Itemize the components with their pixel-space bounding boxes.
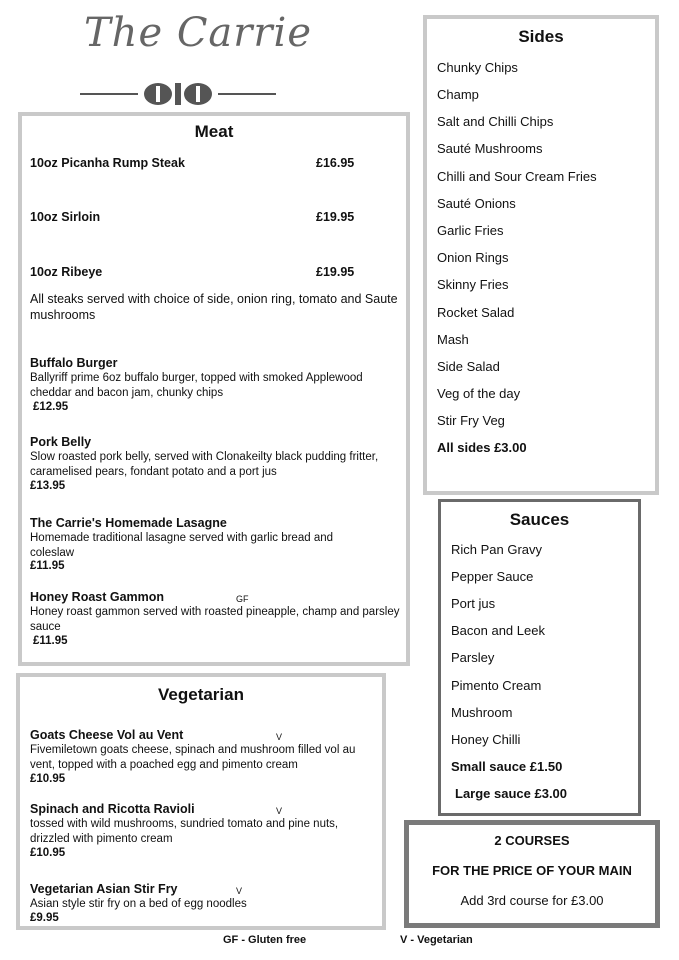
side-item: Chunky Chips xyxy=(437,60,518,75)
side-item: Mash xyxy=(437,332,469,347)
dish-description: Slow roasted pork belly, served with Clonakeilty black pudding fritter, caramelised pears, fondant potato and a port jus xyxy=(30,451,379,478)
side-item: Salt and Chilli Chips xyxy=(437,114,554,129)
side-item: Sauté Onions xyxy=(437,196,516,211)
dish-description: Honey roast gammon served with roasted pineapple, champ and parsley sauce xyxy=(30,606,400,633)
small-sauce-price: Small sauce £1.50 xyxy=(451,759,563,774)
side-item: Sauté Mushrooms xyxy=(437,141,543,156)
dish-name: Honey Roast Gammon xyxy=(30,590,165,604)
steak-price: £19.95 xyxy=(316,265,355,279)
promo-line-3: Add 3rd course for £3.00 xyxy=(460,893,604,908)
vegetarian-section xyxy=(16,673,386,930)
dish-price: £11.95 xyxy=(30,560,65,572)
vegetarian-title: Vegetarian xyxy=(158,685,244,704)
dish-price: £10.95 xyxy=(30,773,66,785)
dietary-tag: V xyxy=(236,886,243,896)
sauce-item: Port jus xyxy=(451,596,496,611)
promo-line-1: 2 COURSES xyxy=(494,833,570,848)
dish-price: £12.95 xyxy=(33,401,69,413)
sauce-item: Pepper Sauce xyxy=(451,569,534,584)
dish-price: £13.95 xyxy=(30,480,66,492)
promo-line-2: FOR THE PRICE OF YOUR MAIN xyxy=(432,863,632,878)
logo-text: The Carrie xyxy=(84,10,312,56)
side-item: Veg of the day xyxy=(437,386,521,401)
steak-note: All steaks served with choice of side, onion ring, tomato and Saute mushrooms xyxy=(30,292,398,322)
sauces-section xyxy=(438,499,641,816)
dietary-tag: GF xyxy=(236,594,249,604)
dish-name: Goats Cheese Vol au Vent xyxy=(30,728,184,742)
dish-price: £11.95 xyxy=(33,635,68,647)
sides-title: Sides xyxy=(518,27,564,46)
dietary-tag: V xyxy=(276,732,283,742)
sauce-item: Pimento Cream xyxy=(451,678,542,693)
dish-description: Ballyriff prime 6oz buffalo burger, topped with smoked Applewood cheddar and bacon jam, chunky chips xyxy=(30,372,363,399)
dish-price: £9.95 xyxy=(30,912,59,924)
side-item: Side Salad xyxy=(437,359,500,374)
dish-description: tossed with wild mushrooms, sundried tomato and pine nuts, drizzled with pimento cream xyxy=(30,818,339,845)
sides-price-note: All sides £3.00 xyxy=(437,440,527,455)
meat-title: Meat xyxy=(194,122,234,141)
sauce-item: Bacon and Leek xyxy=(451,623,545,638)
side-item: Champ xyxy=(437,87,479,102)
sauces-title: Sauces xyxy=(509,510,570,529)
gluten-free-legend: GF - Gluten free xyxy=(223,934,307,946)
side-item: Chilli and Sour Cream Fries xyxy=(437,169,597,184)
promo-box xyxy=(404,820,660,928)
steak-price: £16.95 xyxy=(316,156,355,170)
dietary-tag: V xyxy=(276,806,283,816)
side-item: Rocket Salad xyxy=(437,305,515,320)
steak-name: 10oz Ribeye xyxy=(30,265,103,279)
side-item: Skinny Fries xyxy=(437,277,509,292)
large-sauce-price: Large sauce £3.00 xyxy=(455,786,568,801)
side-item: Garlic Fries xyxy=(437,223,504,238)
meat-section xyxy=(18,112,410,666)
sauce-item: Rich Pan Gravy xyxy=(451,542,543,557)
dish-description: Asian style stir fry on a bed of egg noodles xyxy=(30,898,247,910)
fork-knife-logo-icon xyxy=(78,8,278,108)
steak-price: £19.95 xyxy=(316,210,355,224)
dish-price: £10.95 xyxy=(30,847,66,859)
dish-name: The Carrie's Homemade Lasagne xyxy=(30,516,227,530)
side-item: Onion Rings xyxy=(437,250,509,265)
sauce-item: Mushroom xyxy=(451,705,513,720)
sauce-item: Honey Chilli xyxy=(451,732,521,747)
sauce-item: Parsley xyxy=(451,650,495,665)
steak-name: 10oz Sirloin xyxy=(30,210,101,224)
dish-description: Homemade traditional lasagne served with garlic bread and coleslaw xyxy=(30,532,334,559)
vegetarian-legend: V - Vegetarian xyxy=(400,934,473,946)
dish-name: Vegetarian Asian Stir Fry xyxy=(30,882,178,896)
restaurant-logo xyxy=(78,8,312,108)
sides-section xyxy=(423,15,659,495)
dish-name: Spinach and Ricotta Ravioli xyxy=(30,802,195,816)
steak-name: 10oz Picanha Rump Steak xyxy=(30,156,185,170)
dish-name: Buffalo Burger xyxy=(30,356,118,370)
dish-name: Pork Belly xyxy=(30,435,92,449)
side-item: Stir Fry Veg xyxy=(437,413,505,428)
dish-description: Fivemiletown goats cheese, spinach and mushroom filled vol au vent, topped with a poached egg and pimento cream xyxy=(30,744,356,771)
